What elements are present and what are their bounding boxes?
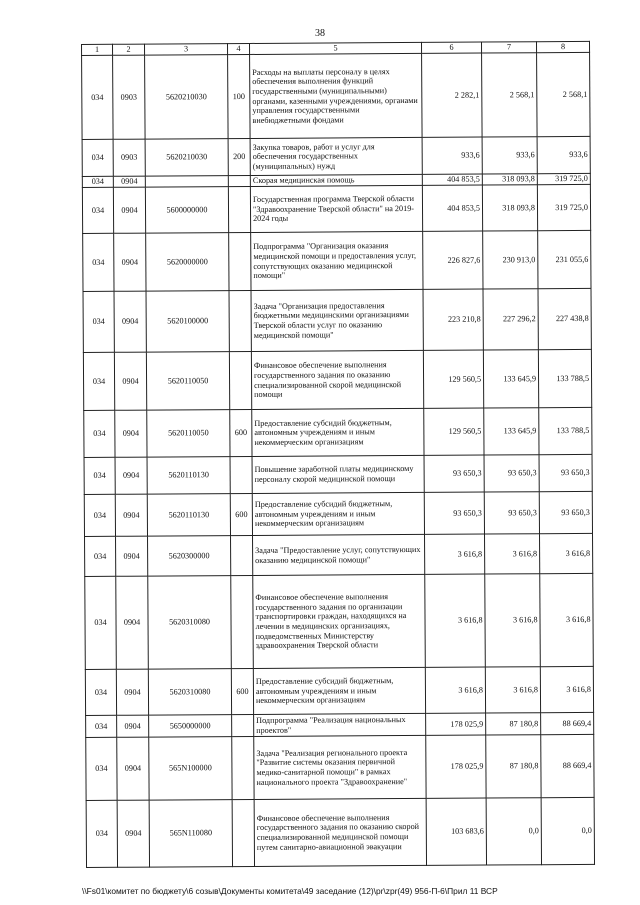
amount-cell: 933,6 [537,136,590,173]
table-row [86,734,594,800]
amount-cell: 133 788,5 [539,407,592,454]
ministry-code-cell: 034 [86,715,117,737]
amount-cell: 2 282,1 [422,53,483,137]
amount-cell: 230 913,0 [483,231,538,289]
amount-cell: 133 645,9 [483,350,538,408]
page-number: 38 [315,28,325,39]
amount-cell: 2 568,1 [482,53,538,137]
section-code-cell: 0904 [117,737,149,800]
amount-cell: 93 650,3 [539,491,592,533]
description-cell: Повышение заработной платы медицинскому персоналу скорой медицинской помощи [252,455,424,493]
amount-cell: 93 650,3 [484,492,539,534]
target-article-cell: 5620000000 [146,233,229,292]
section-code-cell: 0904 [114,352,146,410]
section-code-cell: 0904 [116,669,148,715]
amount-cell: 87 180,8 [486,735,541,798]
amount-cell: 178 025,9 [426,735,486,798]
description-cell: Предоставление субсидий бюджетным, автономным учреждениям и иным некоммерческим организациям [252,492,424,535]
target-article-cell: 5620310080 [148,576,232,670]
section-code-cell: 0904 [113,187,145,233]
amount-cell: 133 645,9 [484,408,539,455]
amount-cell: 223 210,8 [423,289,483,350]
column-header: 7 [481,42,536,53]
section-code-cell: 0904 [117,715,149,737]
ministry-code-cell: 034 [83,352,114,410]
target-article-cell: 5620110130 [147,494,230,537]
description-cell: Предоставление субсидий бюджетным, автономным учреждениям и иным некоммерческим организациям [253,667,425,714]
expense-type-cell [229,232,251,290]
target-article-cell: 5620210030 [145,55,229,140]
table-row [84,491,592,536]
expense-type-cell [229,290,251,351]
description-cell: Задача "Реализация регионального проекта "Развитие системы оказания первичной медико-санитарной помощи" в рамках национального проекта "Здравоохранение" [254,735,426,799]
table-row [82,184,590,233]
table-row [84,407,592,457]
amount-cell: 3 616,8 [485,534,540,574]
section-code-cell: 0903 [113,139,145,176]
amount-cell: 129 560,5 [423,350,483,408]
amount-cell: 231 055,6 [538,230,591,288]
amount-cell: 319 725,0 [537,184,590,230]
ministry-code-cell: 034 [84,457,115,494]
expense-type-cell: 100 [228,54,251,138]
target-article-cell: 5620100000 [146,291,229,353]
description-cell: Скорая медицинская помощь [250,174,422,186]
table-row [86,797,594,867]
amount-cell: 93 650,3 [424,492,484,534]
expense-type-cell [228,186,250,232]
amount-cell: 227 296,2 [483,289,538,350]
expense-type-cell [230,456,252,493]
section-code-cell: 0904 [117,800,149,867]
ministry-code-cell: 034 [83,233,114,291]
amount-cell: 178 025,9 [426,713,486,735]
expense-type-cell [228,175,250,186]
amount-cell: 88 669,4 [541,734,594,797]
table-row [84,454,592,494]
amount-cell: 3 616,8 [485,667,540,713]
expense-type-cell [231,535,253,575]
expense-type-cell: 200 [228,138,250,175]
amount-cell: 133 788,5 [538,349,591,407]
amount-cell: 226 827,6 [423,231,483,289]
expense-type-cell: 600 [230,409,252,456]
target-article-cell [145,176,228,188]
table-row [85,666,593,715]
target-article-cell: 565N100000 [149,737,232,801]
ministry-code-cell: 034 [82,139,113,176]
column-header: 4 [228,43,250,54]
description-cell: Подпрограмма "Организация оказания медицинской помощи и предоставления услуг, сопутствующих оказанию медицинской помощи" [251,231,423,290]
section-code-cell: 0904 [114,233,146,291]
ministry-code-cell: 034 [82,176,113,187]
description-cell: Расходы на выплаты персоналу в целях обеспечения выполнения функций государственными (муниципальными) органами, казенными учреждениями, органами управления государственными внебюджетными фондами [250,53,423,138]
amount-cell: 87 180,8 [486,713,541,735]
section-code-cell: 0904 [116,536,148,576]
table-row [82,52,591,139]
amount-cell: 93 650,3 [424,455,484,492]
description-cell: Финансовое обеспечение выполнения государственного задания по оказанию специализированной скорой медицинской помощи [251,350,423,409]
amount-cell: 93 650,3 [539,454,592,491]
section-code-cell: 0904 [114,291,146,352]
description-cell: Предоставление субсидий бюджетным, автономным учреждениям и иным некоммерческим организациям [252,408,424,456]
column-header: 6 [421,42,481,53]
description-cell: Финансовое обеспечение выполнения государственного задания по организации транспортировки граждан, находящихся на лечении в медицинских организациях, подведомственных Министерству здравоохранения Тверской области [253,574,426,668]
description-cell: Задача "Организация предоставления бюджетными медицинскими организациями Тверской области услуг по оказанию медицинской помощи" [251,289,423,351]
target-article-cell: 5600000000 [145,187,228,234]
ministry-code-cell: 034 [86,800,117,867]
amount-cell: 319 725,0 [537,173,590,184]
amount-cell: 3 616,8 [540,573,594,666]
amount-cell: 933,6 [422,137,482,174]
amount-cell: 3 616,8 [540,666,593,712]
table-row [85,573,594,669]
expense-type-cell [232,714,254,736]
target-article-cell: 5650000000 [149,715,232,738]
description-cell: Закупка товаров, работ и услуг для обеспечения государственных (муниципальных) нужд [250,137,422,175]
amount-cell: 933,6 [482,137,537,174]
amount-cell: 318 093,8 [482,174,537,185]
ministry-code-cell: 034 [85,576,117,669]
amount-cell: 3 616,8 [485,574,541,667]
section-code-cell: 0904 [116,576,149,669]
amount-cell: 227 438,8 [538,288,591,349]
expense-type-cell: 600 [230,493,252,535]
target-article-cell: 5620210030 [145,139,228,177]
ministry-code-cell: 034 [84,494,115,536]
target-article-cell: 565N110080 [149,800,232,868]
section-code-cell: 0904 [115,410,147,457]
amount-cell: 93 650,3 [484,455,539,492]
description-cell: Финансовое обеспечение выполнения государственного задания по оказанию скорой специализированной медицинской помощи путем санитарно-авиационной эвакуации [254,798,426,866]
table-row [83,349,591,410]
target-article-cell: 5620110130 [147,457,230,495]
budget-table [81,41,595,868]
section-code-cell: 0904 [113,176,145,187]
target-article-cell: 5620310080 [148,669,231,716]
column-header: 3 [145,44,228,56]
amount-cell: 3 616,8 [425,534,485,574]
description-cell: Государственная программа Тверской области "Здравоохранение Тверской области" на 2019-2024 годы [250,185,422,232]
table-row [83,288,591,352]
table-row [83,230,591,291]
column-header: 8 [536,41,589,52]
ministry-code-cell: 034 [84,410,115,457]
ministry-code-cell: 034 [85,669,116,715]
column-header: 5 [249,42,421,54]
expense-type-cell [232,736,254,799]
expense-type-cell: 600 [231,668,253,714]
amount-cell: 2 568,1 [537,52,591,136]
amount-cell: 0,0 [541,797,594,864]
amount-cell: 318 093,8 [482,185,537,231]
description-cell: Подпрограмма "Реализация национальных проектов" [254,713,426,736]
column-header: 2 [113,44,145,55]
section-code-cell: 0904 [115,457,147,494]
ministry-code-cell: 034 [83,291,114,352]
expense-type-cell [229,351,251,409]
amount-cell: 0,0 [486,798,541,865]
amount-cell: 88 669,4 [541,712,594,734]
amount-cell: 404 853,5 [422,174,482,185]
table-row [85,533,593,576]
table-row [82,136,590,176]
target-article-cell: 5620110050 [147,410,230,458]
amount-cell: 3 616,8 [540,533,593,573]
expense-type-cell [232,799,254,866]
table-row [86,712,594,737]
footer-file-path: \\Fs01\комитет по бюджету\6 созыв\Документы комитета\49 заседание (12)\pr\zpr(49) 956-П-6\Прил 11 ВСР [82,886,498,896]
target-article-cell: 5620300000 [148,536,231,577]
amount-cell: 3 616,8 [425,574,486,667]
amount-cell: 129 560,5 [424,408,484,455]
amount-cell: 404 853,5 [422,185,482,231]
ministry-code-cell: 034 [85,536,116,576]
target-article-cell: 5620110050 [146,352,229,411]
amount-cell: 103 683,6 [426,798,486,865]
amount-cell: 3 616,8 [425,667,485,713]
ministry-code-cell: 034 [82,187,113,233]
ministry-code-cell: 034 [82,55,114,139]
section-code-cell: 0903 [113,55,146,139]
description-cell: Задача "Предоставление услуг, сопутствующих оказанию медицинской помощи" [253,534,425,575]
expense-type-cell [231,575,254,668]
ministry-code-cell: 034 [86,737,117,800]
column-header: 1 [82,44,113,55]
section-code-cell: 0904 [115,494,147,536]
